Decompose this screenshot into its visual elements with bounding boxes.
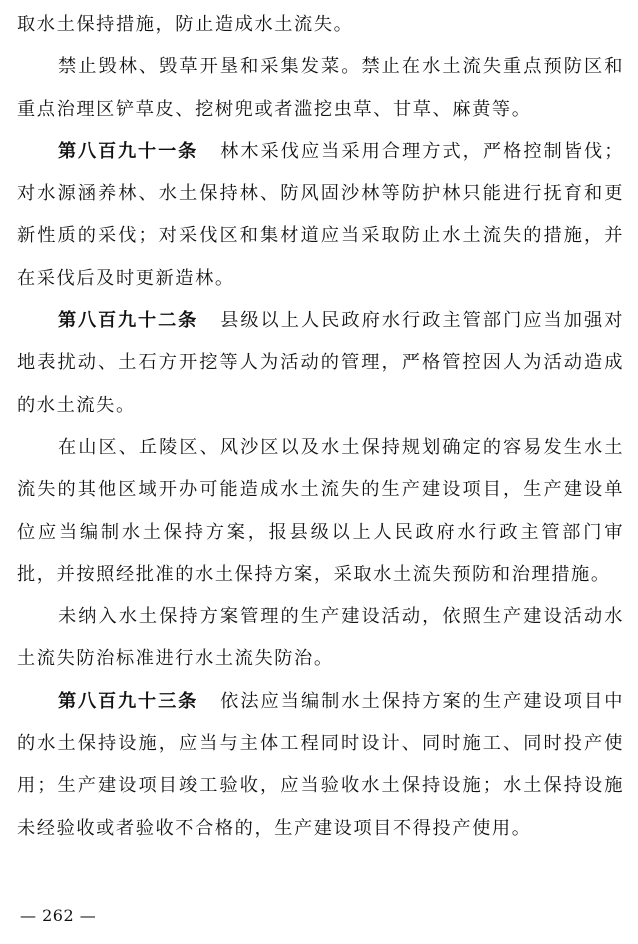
paragraph-text: 取水土保持措施，防止造成水土流失。 <box>17 14 354 35</box>
article-892 <box>17 300 624 427</box>
paragraph <box>17 596 624 681</box>
article-number: 第八百九十二条 <box>58 310 199 332</box>
article-893 <box>17 681 624 850</box>
paragraph-text: 在山区、丘陵区、风沙区以及水土保持规划确定的容易发生水土流失的其他区域开办可能造成水土流失的生产建设项目，生产建设单位应当编制水土保持方案，报县级以上人民政府水行政主管部门审批，并按照经批准的水土保持方案，采取水土流失预防和治理措施。 <box>17 436 624 585</box>
article-891 <box>17 131 624 300</box>
paragraph <box>17 427 624 596</box>
paragraph-text: 未纳入水土保持方案管理的生产建设活动，依照生产建设活动水土流失防治标准进行水土流失防治。 <box>17 606 624 670</box>
paragraph-text: 林木采伐应当采用合理方式，严格控制皆伐；对水源涵养林、水土保持林、防风固沙林等防护林只能进行抚育和更新性质的采伐；对采伐区和集材道应当采取防止水土流失的措施，并在采伐后及时更新造林。 <box>17 140 624 289</box>
paragraph-continued <box>17 4 624 46</box>
paragraph-text: 县级以上人民政府水行政主管部门应当加强对地表扰动、土石方开挖等人为活动的管理，严格管控因人为活动造成的水土流失。 <box>17 310 624 416</box>
paragraph-text: 依法应当编制水土保持方案的生产建设项目中的水土保持设施，应当与主体工程同时设计、同时施工、同时投产使用；生产建设项目竣工验收，应当验收水土保持设施；水土保持设施未经验收或者验收不合格的，生产建设项目不得投产使用。 <box>17 690 624 839</box>
paragraph-text: 禁止毁林、毁草开垦和采集发菜。禁止在水土流失重点预防区和重点治理区铲草皮、挖树兜或者滥挖虫草、甘草、麻黄等。 <box>17 56 624 120</box>
article-number: 第八百九十三条 <box>58 690 199 712</box>
page-number: — 262 — <box>20 906 97 925</box>
article-number: 第八百九十一条 <box>58 140 199 162</box>
paragraph <box>17 46 624 131</box>
